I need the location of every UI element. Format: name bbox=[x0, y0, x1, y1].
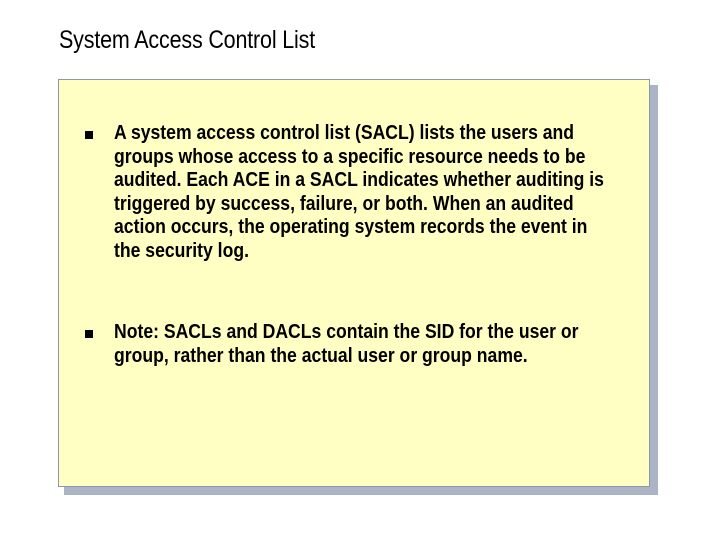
bullet-text: A system access control list (SACL) lists the users and groups whose access to a specific resource needs to be audited. Each ACE in a SACL indicates whether auditing is triggered by success, failure, or both. When an audited action occurs, the operating system records the event in the security log. bbox=[114, 122, 604, 262]
square-bullet-icon bbox=[85, 131, 93, 139]
bullet-text: Note: SACLs and DACLs contain the SID for the user or group, rather than the actual user or group name. bbox=[114, 321, 579, 367]
content-box bbox=[58, 79, 650, 487]
square-bullet-icon bbox=[85, 330, 93, 338]
slide-title: System Access Control List bbox=[59, 26, 316, 54]
